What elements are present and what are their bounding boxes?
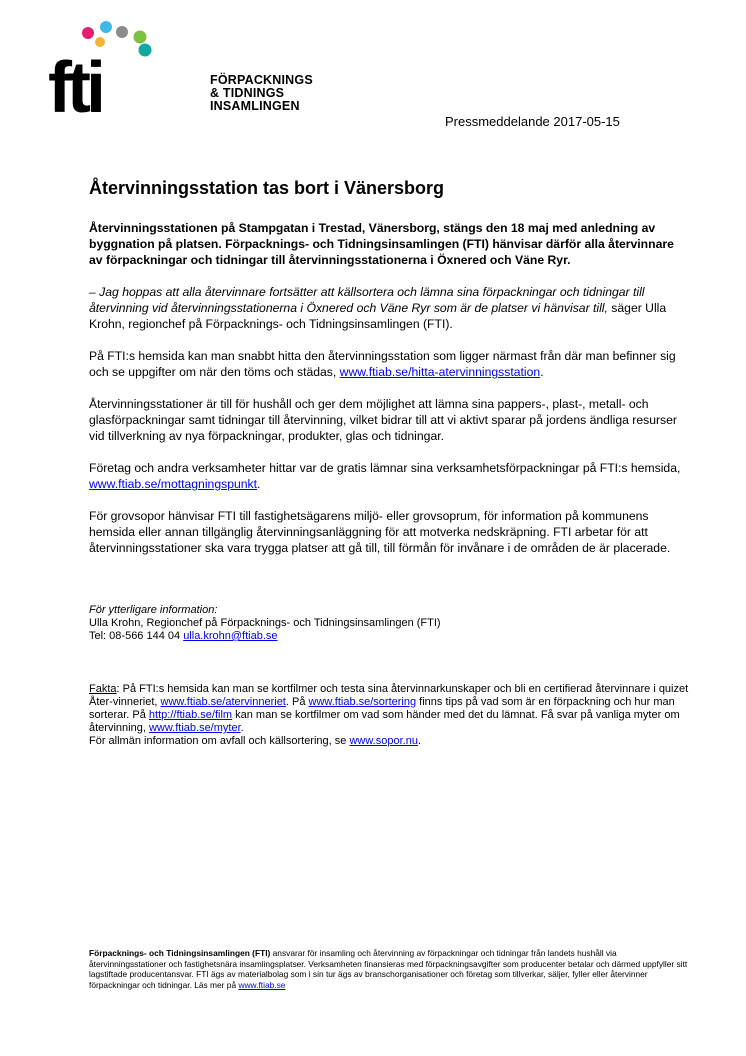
article-body [89, 220, 689, 748]
paragraph-bulky-waste: För grovsopor hänvisar FTI till fastighetsägarens miljö- eller grovsoprum, för information på kommunens hemsida eller annan tillgänglig återvinningsanläggning för att motverka nedskräpning. FTI arbetar för att återvinningsstationer ska vara trygga platser att gå till, till förmån för invånare i de områden de är placerade. [89, 509, 671, 555]
logo-dot [134, 31, 147, 44]
fakta-text: För allmän information om avfall och källsortering, se [89, 735, 350, 747]
link-mottagningspunkt[interactable]: www.ftiab.se/mottagningspunkt [89, 477, 258, 491]
fti-logo [48, 20, 313, 120]
paragraph-stations-purpose: Återvinningsstationer är till för hushåll och ger dem möjlighet att lämna sina pappers-, plast-, metall- och glasförpackningar samt tidningar till återvinning, vilket bidrar till att vi aktivt sparar på jordens ändliga resurser vid tillverkning av nya förpackningar, produkter, glas och tidningar. [89, 397, 677, 443]
fakta-text: finns tips på vad som är en förpackning och hur man sorterar. På [89, 696, 675, 721]
paragraph-end: . [540, 365, 544, 379]
quote-text: – Jag hoppas att alla återvinnare fortsätter att källsortera och lämna sina förpackningar och tidningar till återvinning vid återvinningsstationerna i Öxnered och Väne Ryr som är de platser vi hänvisar till, [89, 285, 645, 315]
logo-line-2: & TIDNINGS [210, 86, 285, 100]
link-hitta-atervinningsstation[interactable]: www.ftiab.se/hitta-atervinningsstation [339, 365, 541, 379]
paragraph-text: Företag och andra verksamheter hittar var de gratis lämnar sina verksamhetsförpackningar på FTI:s hemsida, [89, 461, 681, 475]
lead-paragraph: Återvinningsstationen på Stampgatan i Trestad, Vänersborg, stängs den 18 maj med anledning av byggnation på platsen. Förpacknings- och Tidningsinsamlingen (FTI) hänvisar därför alla återvinnare av förpackningar och tidningar till återvinningsstationerna i Öxnered och Väne Ryr. [89, 221, 674, 267]
link-atervinneriet[interactable]: www.ftiab.se/atervinneriet [160, 696, 286, 708]
fakta-text: . På [285, 696, 309, 708]
press-release-date: Pressmeddelande 2017-05-15 [445, 114, 620, 129]
quote-paragraph [89, 284, 689, 332]
logo-dot [116, 26, 128, 38]
logo-line-1: FÖRPACKNINGS [210, 73, 313, 87]
footer-text: ansvarar för insamling och återvinning av förpackningar och tidningar från landets hushåll via återvinningsstationer och fastighetsnära insamlingsplatser. Verksamheten finansieras med förpackningsavgifter som producenter betalar och därmed uppfyller sitt lagstiftade producentansvar. FTI ägs av materialbolag som i sin tur ägs av branschorganisationer och företag som tillverkar, säljer, fyller eller återvinner förpackningar och tidningar. Läs mer på [89, 948, 688, 990]
footer [89, 948, 689, 990]
footer-link-ftiab[interactable]: www.ftiab.se [238, 979, 286, 990]
fakta-text: . [240, 722, 244, 734]
contact-heading: För ytterligare information: [89, 604, 218, 616]
contact-block [89, 604, 689, 643]
fakta-text: . [417, 735, 421, 747]
fakta-block [89, 683, 689, 748]
logo-dot [82, 27, 94, 39]
paragraph-find-station [89, 348, 689, 380]
logo-line-3: INSAMLINGEN [210, 99, 300, 113]
fakta-text: kan man se kortfilmer om vad som händer med det du lämnat. Få svar på vanliga myter om återvinning, [89, 709, 680, 734]
fakta-text: : På FTI:s hemsida kan man se kortfilmer och testa sina återvinnarkunskaper och bli en certifierad återvinnare i quizet Åter-vinneriet, [89, 683, 689, 708]
footer-org-name: Förpacknings- och Tidningsinsamlingen (FTI) [89, 948, 271, 958]
contact-email-link[interactable]: ulla.krohn@ftiab.se [183, 630, 278, 642]
fti-wordmark [48, 20, 163, 120]
link-myter[interactable]: www.ftiab.se/myter [148, 722, 241, 734]
contact-tel: Tel: 08-566 144 04 [89, 630, 184, 642]
paragraph-end: . [257, 477, 261, 491]
page-title: Återvinningsstation tas bort i Vänersborg [89, 178, 445, 198]
paragraph-text: På FTI:s hemsida kan man snabbt hitta den återvinningsstation som ligger närmast från där man befinner sig och se uppgifter om när den töms och städas, [89, 349, 676, 379]
link-sopor[interactable]: www.sopor.nu [349, 735, 418, 747]
logo-dot [100, 21, 112, 33]
logo-dot [95, 37, 105, 47]
link-sortering[interactable]: www.ftiab.se/sortering [308, 696, 417, 708]
paragraph-businesses [89, 460, 689, 492]
logo-dot [139, 44, 152, 57]
logo-wordmark-text: fti [48, 48, 101, 120]
fakta-label: Fakta [89, 683, 117, 695]
link-film[interactable]: http://ftiab.se/film [148, 709, 233, 721]
quote-attribution: säger Ulla Krohn, regionchef på Förpacknings- och Tidningsinsamlingen (FTI). [89, 301, 667, 331]
contact-name: Ulla Krohn, Regionchef på Förpacknings- och Tidningsinsamlingen (FTI) [89, 617, 441, 629]
